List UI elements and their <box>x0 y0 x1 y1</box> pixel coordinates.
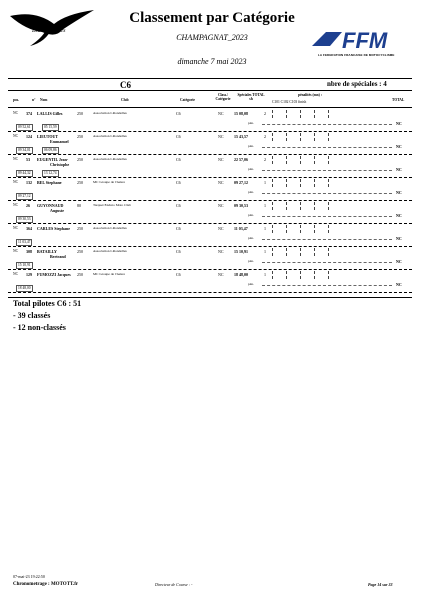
row-separator <box>8 177 412 178</box>
row-separator <box>8 223 412 224</box>
row-class: NC <box>218 249 224 254</box>
split-time: 06 09,86 <box>44 148 57 152</box>
row-name: BEL Stephane <box>37 180 62 185</box>
penalty-cell-divider <box>300 133 301 141</box>
col-club: Club <box>121 98 129 102</box>
col-c-labels: C101 C102 C103 finish <box>272 100 307 104</box>
row-pen-line <box>262 216 392 217</box>
category-label: C6 <box>120 80 131 90</box>
row-club: Association I-Rondelles <box>93 134 127 138</box>
row-result: NC <box>396 236 402 241</box>
penalty-cell-divider <box>300 202 301 210</box>
col-specials: Spéciales TOTAL sh <box>237 93 265 101</box>
row-year: 250 <box>77 272 83 277</box>
split-time: 13 12,74 <box>44 171 57 175</box>
row-result: NC <box>396 282 402 287</box>
penalty-cell-divider <box>314 271 315 279</box>
split-time: 05 15,59 <box>44 125 57 129</box>
row-number: 53 <box>26 157 30 162</box>
split-time: 15 10,91 <box>18 263 31 267</box>
summary-total: Total pilotes C6 : 51 <box>13 299 82 308</box>
row-pos: NC <box>13 272 18 276</box>
penalty-cell-divider <box>286 133 287 141</box>
row-year: 250 <box>77 226 83 231</box>
col-pos: pos. <box>13 98 20 102</box>
event-date: dimanche 7 mai 2023 <box>177 57 247 66</box>
row-result: NC <box>396 213 402 218</box>
row-pen-label: pén. <box>248 282 254 286</box>
penalty-cell-divider <box>314 110 315 118</box>
row-separator <box>8 154 412 155</box>
row-result: NC <box>396 121 402 126</box>
penalty-cell-divider <box>286 248 287 256</box>
penalty-cell-divider <box>300 271 301 279</box>
row-pen-line <box>262 193 392 194</box>
row-pen-label: pén. <box>248 144 254 148</box>
row-name: LIEUTOUT <box>37 134 59 139</box>
row-name: BATAILLY <box>37 249 57 254</box>
row-name-2: Christophe <box>50 162 70 167</box>
row-name-2: Bertrand <box>50 254 66 259</box>
row-pos: NC <box>13 226 18 230</box>
row-result: NC <box>396 190 402 195</box>
col-total: TOTAL <box>392 98 405 102</box>
row-specials-count: 2 <box>264 111 266 116</box>
row-category: C6 <box>176 157 181 162</box>
row-category: C6 <box>176 226 181 231</box>
penalty-cell-divider <box>300 248 301 256</box>
row-separator <box>8 200 412 201</box>
penalty-cell-divider <box>328 110 329 118</box>
penalty-cell-divider <box>300 110 301 118</box>
row-result: NC <box>396 167 402 172</box>
row-class: NC <box>218 203 224 208</box>
col-penalties: pénalités (mn) : <box>298 93 322 97</box>
col-categorie: Catégorie <box>180 98 195 102</box>
row-number: 308 <box>26 249 32 254</box>
row-class: NC <box>218 272 224 277</box>
row-year: 250 <box>77 249 83 254</box>
row-club: Association I-Rondelles <box>93 157 127 161</box>
penalty-cell-divider <box>314 248 315 256</box>
penalty-cell-divider <box>328 202 329 210</box>
row-category: C6 <box>176 111 181 116</box>
row-category: C6 <box>176 134 181 139</box>
row-club: Association I-Rondelles <box>93 111 127 115</box>
row-specials-count: 1 <box>264 180 266 185</box>
row-pen-label: pén. <box>248 213 254 217</box>
penalty-cell-divider <box>314 156 315 164</box>
row-pen-label: pén. <box>248 121 254 125</box>
specials-count: nbre de spéciales : 4 <box>327 80 387 88</box>
row-specials-count: 1 <box>264 226 266 231</box>
row-result: NC <box>396 259 402 264</box>
club-logo-text: Les Randelles <box>32 28 66 34</box>
row-category: C6 <box>176 203 181 208</box>
row-pen-line <box>262 147 392 148</box>
row-pen-label: pén. <box>248 190 254 194</box>
row-class: NC <box>218 180 224 185</box>
row-name: FUMOZZI Jacques <box>37 272 71 277</box>
row-name-2: Emmanuel <box>50 139 69 144</box>
row-specials-count: 1 <box>264 249 266 254</box>
row-time: 09 30,53 <box>234 203 248 208</box>
row-club: Association I-Rondelles <box>93 226 127 230</box>
row-separator <box>8 292 412 293</box>
penalty-cell-divider <box>286 156 287 164</box>
split-time: 09 30,53 <box>18 217 31 221</box>
penalty-cell-divider <box>272 225 273 233</box>
penalty-cell-divider <box>272 271 273 279</box>
row-year: 250 <box>77 157 83 162</box>
penalty-cell-divider <box>314 133 315 141</box>
row-time: 22 57,06 <box>234 157 248 162</box>
row-result: NC <box>396 144 402 149</box>
split-time: 18 48,00 <box>18 286 31 290</box>
row-pen-line <box>262 170 392 171</box>
ffm-logo <box>312 26 408 54</box>
penalty-cell-divider <box>272 156 273 164</box>
penalty-cell-divider <box>286 225 287 233</box>
penalty-cell-divider <box>328 179 329 187</box>
row-name: LALLIS Gilles <box>37 111 63 116</box>
penalty-cell-divider <box>328 271 329 279</box>
row-class: NC <box>218 226 224 231</box>
row-club: Association I-Rondelles <box>93 249 127 253</box>
row-pos: NC <box>13 157 18 161</box>
ffm-subtitle: LA FEDERATION FRANCAISE DE MOTOCYCLISME <box>318 53 395 57</box>
row-specials-count: 2 <box>264 157 266 162</box>
penalty-cell-divider <box>300 156 301 164</box>
col-name: Nom <box>40 98 48 102</box>
row-name-2: Auguste <box>50 208 65 213</box>
row-time: 11 03,47 <box>234 226 248 231</box>
row-pen-line <box>262 239 392 240</box>
col-class: Class./ Catégorie <box>215 93 231 101</box>
penalty-cell-divider <box>300 225 301 233</box>
row-number: 129 <box>26 272 32 277</box>
summary-classified: - 39 classés <box>13 311 51 320</box>
penalty-cell-divider <box>272 248 273 256</box>
row-class: NC <box>218 111 224 116</box>
split-time: 09 27,12 <box>18 194 31 198</box>
penalty-cell-divider <box>286 179 287 187</box>
row-class: NC <box>218 134 224 139</box>
row-time: 15 43,57 <box>234 134 248 139</box>
row-club: Tarquet Enduro Moto Club <box>93 203 131 207</box>
penalty-cell-divider <box>286 271 287 279</box>
row-time: 09 27,12 <box>234 180 248 185</box>
row-name: GUYONNAUD <box>37 203 64 208</box>
row-number: 364 <box>26 226 32 231</box>
penalty-cell-divider <box>314 179 315 187</box>
row-pos: NC <box>13 111 18 115</box>
row-pen-line <box>262 262 392 263</box>
split-time: 11 03,47 <box>18 240 31 244</box>
penalty-cell-divider <box>272 110 273 118</box>
row-specials-count: 1 <box>264 272 266 277</box>
split-time: 09 34,01 <box>18 148 31 152</box>
row-pen-label: pén. <box>248 236 254 240</box>
footer-page: Page 14 sur 33 <box>368 582 393 587</box>
row-year: 80 <box>77 203 81 208</box>
penalty-cell-divider <box>328 225 329 233</box>
row-category: C6 <box>176 272 181 277</box>
row-number: 374 <box>26 111 32 116</box>
row-year: 250 <box>77 134 83 139</box>
split-time: 09 44,32 <box>18 171 31 175</box>
row-class: NC <box>218 157 224 162</box>
row-club: MC Groupe de l'Azure <box>93 272 126 276</box>
row-pos: NC <box>13 180 18 184</box>
row-number: 124 <box>26 134 32 139</box>
row-specials-count: 2 <box>264 134 266 139</box>
row-name: CARLES Stephane <box>37 226 71 231</box>
penalty-cell-divider <box>272 133 273 141</box>
row-club: MC Groupe de l'Azure <box>93 180 126 184</box>
row-category: C6 <box>176 249 181 254</box>
row-time: 15 08,08 <box>234 111 248 116</box>
penalty-cell-divider <box>328 156 329 164</box>
row-separator <box>8 269 412 270</box>
row-pen-line <box>262 285 392 286</box>
penalty-cell-divider <box>314 225 315 233</box>
row-category: C6 <box>176 180 181 185</box>
row-pos: NC <box>13 249 18 253</box>
footer-director: Directeur de Course : - <box>155 582 193 587</box>
penalty-cell-divider <box>314 202 315 210</box>
row-pen-line <box>262 124 392 125</box>
row-separator <box>8 246 412 247</box>
penalty-cell-divider <box>286 110 287 118</box>
row-pen-label: pén. <box>248 259 254 263</box>
row-time: 15 10,91 <box>234 249 248 254</box>
row-pos: NC <box>13 134 18 138</box>
row-name: EUGENTIL Jean- <box>37 157 69 162</box>
footer-timestamp: 07-mai-23 19:22:50 <box>13 574 45 579</box>
split-time: 09 52,61 <box>18 125 31 129</box>
page-title: Classement par Catégorie <box>129 10 295 26</box>
row-specials-count: 1 <box>264 203 266 208</box>
col-num: n° <box>32 98 36 102</box>
penalty-cell-divider <box>286 202 287 210</box>
event-name: CHAMPAGNAT_2023 <box>176 33 248 42</box>
row-number: 26 <box>26 203 30 208</box>
penalty-cell-divider <box>300 179 301 187</box>
row-separator <box>8 131 412 132</box>
row-year: 250 <box>77 111 83 116</box>
svg-text:FFM: FFM <box>342 28 388 53</box>
row-time: 18 48,00 <box>234 272 248 277</box>
row-number: 132 <box>26 180 32 185</box>
row-year: 250 <box>77 180 83 185</box>
penalty-cell-divider <box>272 202 273 210</box>
footer-chrono: Chronometrage : MOTOTT.fr <box>13 582 79 587</box>
penalty-cell-divider <box>272 179 273 187</box>
penalty-cell-divider <box>328 248 329 256</box>
row-pen-label: pén. <box>248 167 254 171</box>
summary-unclassified: - 12 non-classés <box>13 323 66 332</box>
row-pos: NC <box>13 203 18 207</box>
penalty-cell-divider <box>328 133 329 141</box>
